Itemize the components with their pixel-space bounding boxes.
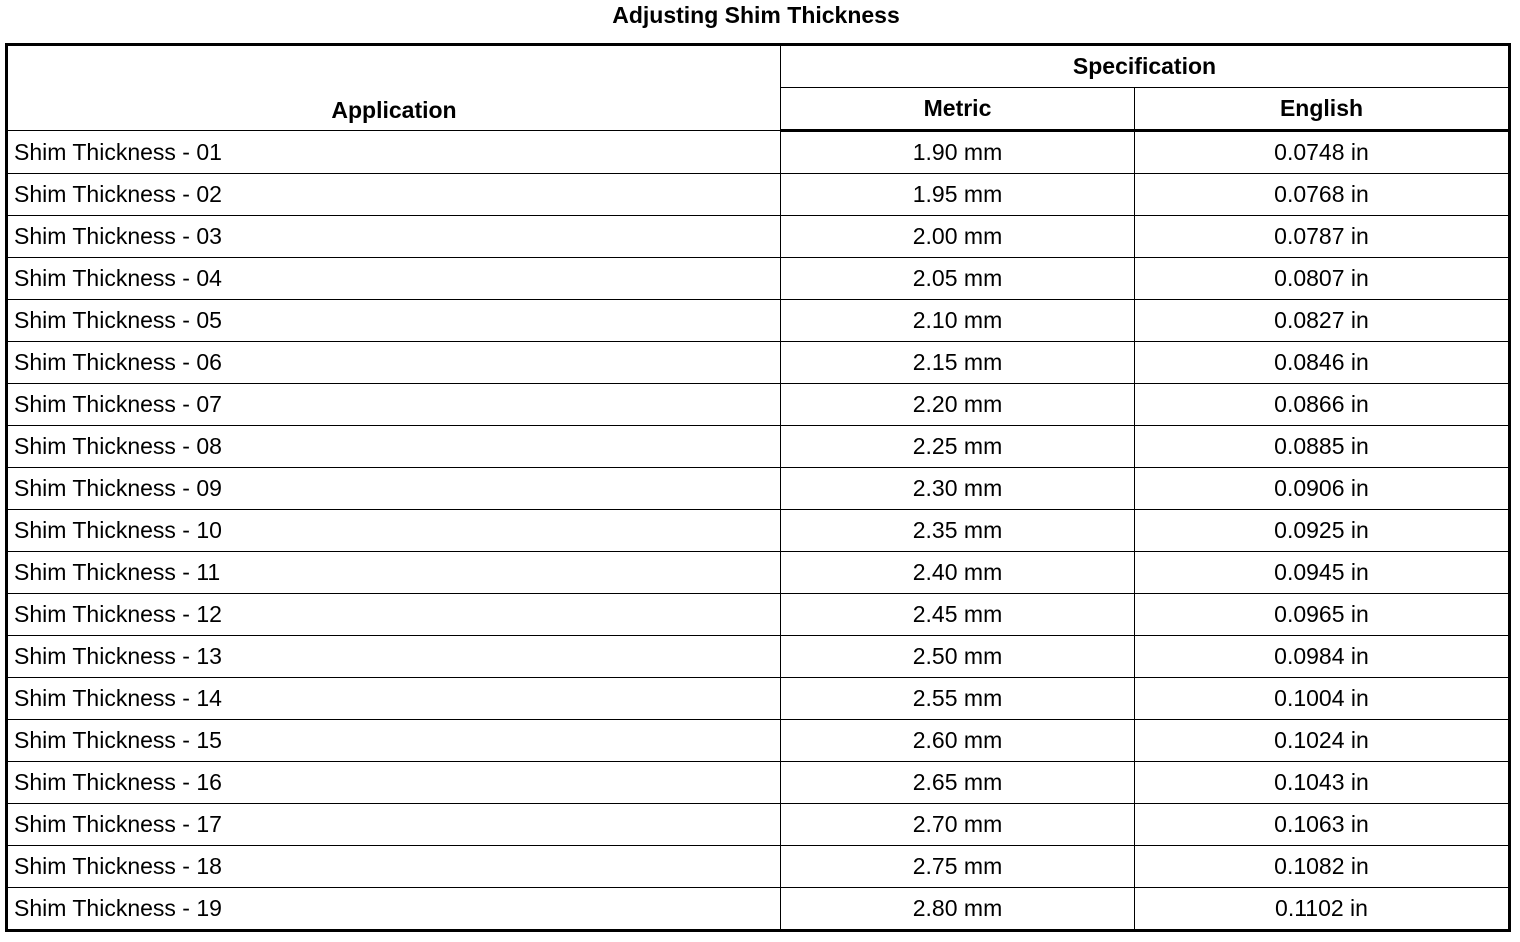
table-title: Adjusting Shim Thickness bbox=[612, 2, 900, 28]
metric-cell: 2.40 mm bbox=[781, 552, 1135, 594]
metric-cell: 2.15 mm bbox=[781, 342, 1135, 384]
metric-cell: 2.50 mm bbox=[781, 636, 1135, 678]
application-cell: Shim Thickness - 03 bbox=[7, 216, 781, 258]
application-cell: Shim Thickness - 05 bbox=[7, 300, 781, 342]
english-cell: 0.0906 in bbox=[1135, 468, 1510, 510]
english-cell: 0.0827 in bbox=[1135, 300, 1510, 342]
application-cell: Shim Thickness - 18 bbox=[7, 846, 781, 888]
header-row-1 bbox=[7, 45, 1510, 88]
application-cell: Shim Thickness - 16 bbox=[7, 762, 781, 804]
application-cell: Shim Thickness - 04 bbox=[7, 258, 781, 300]
application-cell: Shim Thickness - 08 bbox=[7, 426, 781, 468]
table-row bbox=[7, 888, 1510, 931]
metric-cell: 2.45 mm bbox=[781, 594, 1135, 636]
english-cell: 0.0945 in bbox=[1135, 552, 1510, 594]
table-row bbox=[7, 678, 1510, 720]
application-cell: Shim Thickness - 01 bbox=[7, 131, 781, 174]
english-cell: 0.1102 in bbox=[1135, 888, 1510, 931]
english-cell: 0.1063 in bbox=[1135, 804, 1510, 846]
metric-cell: 2.30 mm bbox=[781, 468, 1135, 510]
metric-cell: 2.25 mm bbox=[781, 426, 1135, 468]
table-row bbox=[7, 552, 1510, 594]
english-cell: 0.1004 in bbox=[1135, 678, 1510, 720]
application-column-header: Application bbox=[7, 45, 781, 131]
table-row bbox=[7, 300, 1510, 342]
metric-cell: 2.20 mm bbox=[781, 384, 1135, 426]
table-body bbox=[7, 131, 1510, 931]
english-cell: 0.0768 in bbox=[1135, 174, 1510, 216]
table-row bbox=[7, 720, 1510, 762]
table-row bbox=[7, 131, 1510, 174]
english-cell: 0.0965 in bbox=[1135, 594, 1510, 636]
table-row bbox=[7, 468, 1510, 510]
english-cell: 0.0984 in bbox=[1135, 636, 1510, 678]
table-row bbox=[7, 216, 1510, 258]
table-row bbox=[7, 594, 1510, 636]
metric-column-header: Metric bbox=[781, 88, 1135, 131]
metric-cell: 2.00 mm bbox=[781, 216, 1135, 258]
table-row bbox=[7, 804, 1510, 846]
english-cell: 0.1024 in bbox=[1135, 720, 1510, 762]
english-cell: 0.0885 in bbox=[1135, 426, 1510, 468]
application-cell: Shim Thickness - 11 bbox=[7, 552, 781, 594]
table-row bbox=[7, 174, 1510, 216]
application-cell: Shim Thickness - 06 bbox=[7, 342, 781, 384]
specification-column-header: Specification bbox=[781, 45, 1510, 88]
metric-cell: 2.75 mm bbox=[781, 846, 1135, 888]
metric-cell: 2.60 mm bbox=[781, 720, 1135, 762]
table-row bbox=[7, 258, 1510, 300]
table-header bbox=[7, 45, 1510, 131]
table-row bbox=[7, 762, 1510, 804]
application-cell: Shim Thickness - 02 bbox=[7, 174, 781, 216]
metric-cell: 2.10 mm bbox=[781, 300, 1135, 342]
application-cell: Shim Thickness - 13 bbox=[7, 636, 781, 678]
english-cell: 0.1082 in bbox=[1135, 846, 1510, 888]
table-row bbox=[7, 384, 1510, 426]
table-row bbox=[7, 636, 1510, 678]
english-cell: 0.0846 in bbox=[1135, 342, 1510, 384]
shim-thickness-table bbox=[5, 43, 1511, 932]
metric-cell: 2.65 mm bbox=[781, 762, 1135, 804]
english-cell: 0.0925 in bbox=[1135, 510, 1510, 552]
metric-cell: 2.80 mm bbox=[781, 888, 1135, 931]
english-cell: 0.0787 in bbox=[1135, 216, 1510, 258]
metric-cell: 2.05 mm bbox=[781, 258, 1135, 300]
english-cell: 0.1043 in bbox=[1135, 762, 1510, 804]
english-cell: 0.0807 in bbox=[1135, 258, 1510, 300]
table-row bbox=[7, 342, 1510, 384]
table-row bbox=[7, 426, 1510, 468]
metric-cell: 2.35 mm bbox=[781, 510, 1135, 552]
english-cell: 0.0748 in bbox=[1135, 131, 1510, 174]
english-cell: 0.0866 in bbox=[1135, 384, 1510, 426]
application-cell: Shim Thickness - 19 bbox=[7, 888, 781, 931]
metric-cell: 1.95 mm bbox=[781, 174, 1135, 216]
metric-cell: 1.90 mm bbox=[781, 131, 1135, 174]
metric-cell: 2.70 mm bbox=[781, 804, 1135, 846]
application-cell: Shim Thickness - 07 bbox=[7, 384, 781, 426]
application-cell: Shim Thickness - 12 bbox=[7, 594, 781, 636]
english-column-header: English bbox=[1135, 88, 1510, 131]
application-cell: Shim Thickness - 17 bbox=[7, 804, 781, 846]
table-row bbox=[7, 846, 1510, 888]
metric-cell: 2.55 mm bbox=[781, 678, 1135, 720]
application-cell: Shim Thickness - 09 bbox=[7, 468, 781, 510]
application-cell: Shim Thickness - 10 bbox=[7, 510, 781, 552]
application-cell: Shim Thickness - 15 bbox=[7, 720, 781, 762]
application-cell: Shim Thickness - 14 bbox=[7, 678, 781, 720]
table-row bbox=[7, 510, 1510, 552]
